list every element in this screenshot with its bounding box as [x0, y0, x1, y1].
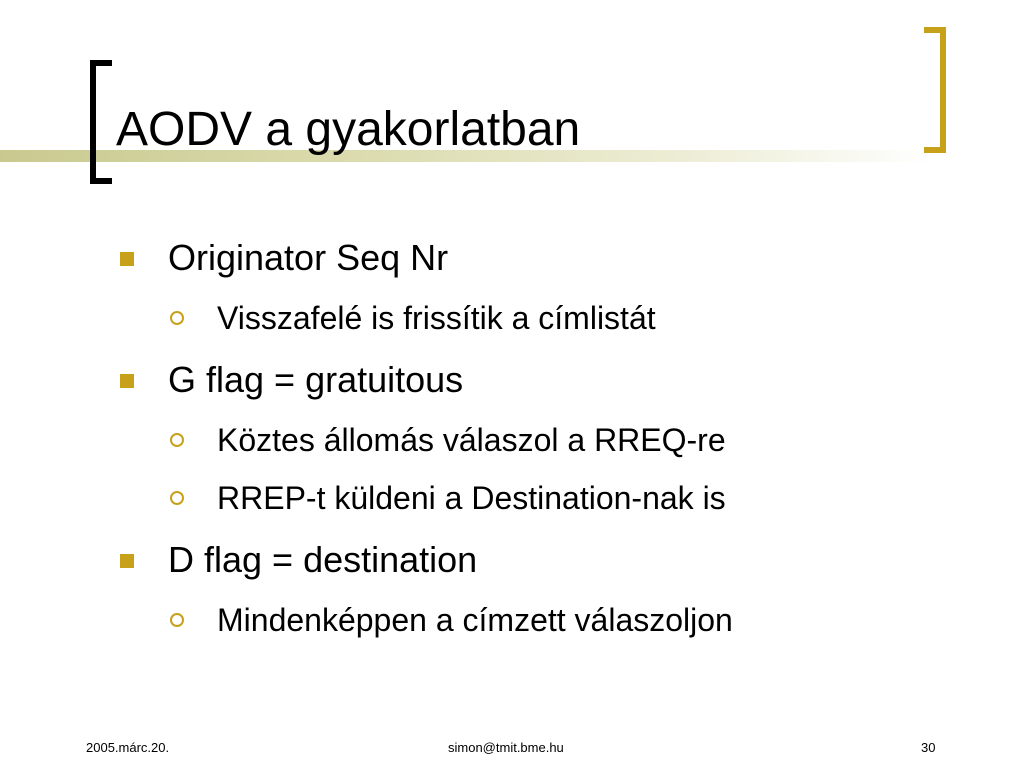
- square-bullet-icon: [120, 554, 134, 568]
- footer-page-number: 30: [921, 740, 936, 755]
- sub-bullet-item: Mindenképpen a címzett válaszoljon: [217, 602, 733, 638]
- bullet-item: D flag = destination: [168, 539, 478, 580]
- circle-bullet-icon: [170, 613, 184, 627]
- footer-date: 2005.márc.20.: [86, 740, 170, 755]
- footer-email: simon@tmit.bme.hu: [448, 740, 564, 755]
- bullet-item: G flag = gratuitous: [168, 359, 464, 400]
- square-bullet-icon: [120, 374, 134, 388]
- circle-bullet-icon: [170, 311, 184, 325]
- circle-bullet-icon: [170, 491, 184, 505]
- sub-bullet-item: Visszafelé is frissítik a címlistát: [217, 300, 656, 336]
- slide-title: AODV a gyakorlatban: [116, 103, 581, 156]
- sub-bullet-item: RREP-t küldeni a Destination-nak is: [217, 480, 726, 516]
- sub-bullet-item: Köztes állomás válaszol a RREQ-re: [217, 422, 726, 458]
- square-bullet-icon: [120, 252, 134, 266]
- circle-bullet-icon: [170, 433, 184, 447]
- bullet-item: Originator Seq Nr: [168, 237, 449, 278]
